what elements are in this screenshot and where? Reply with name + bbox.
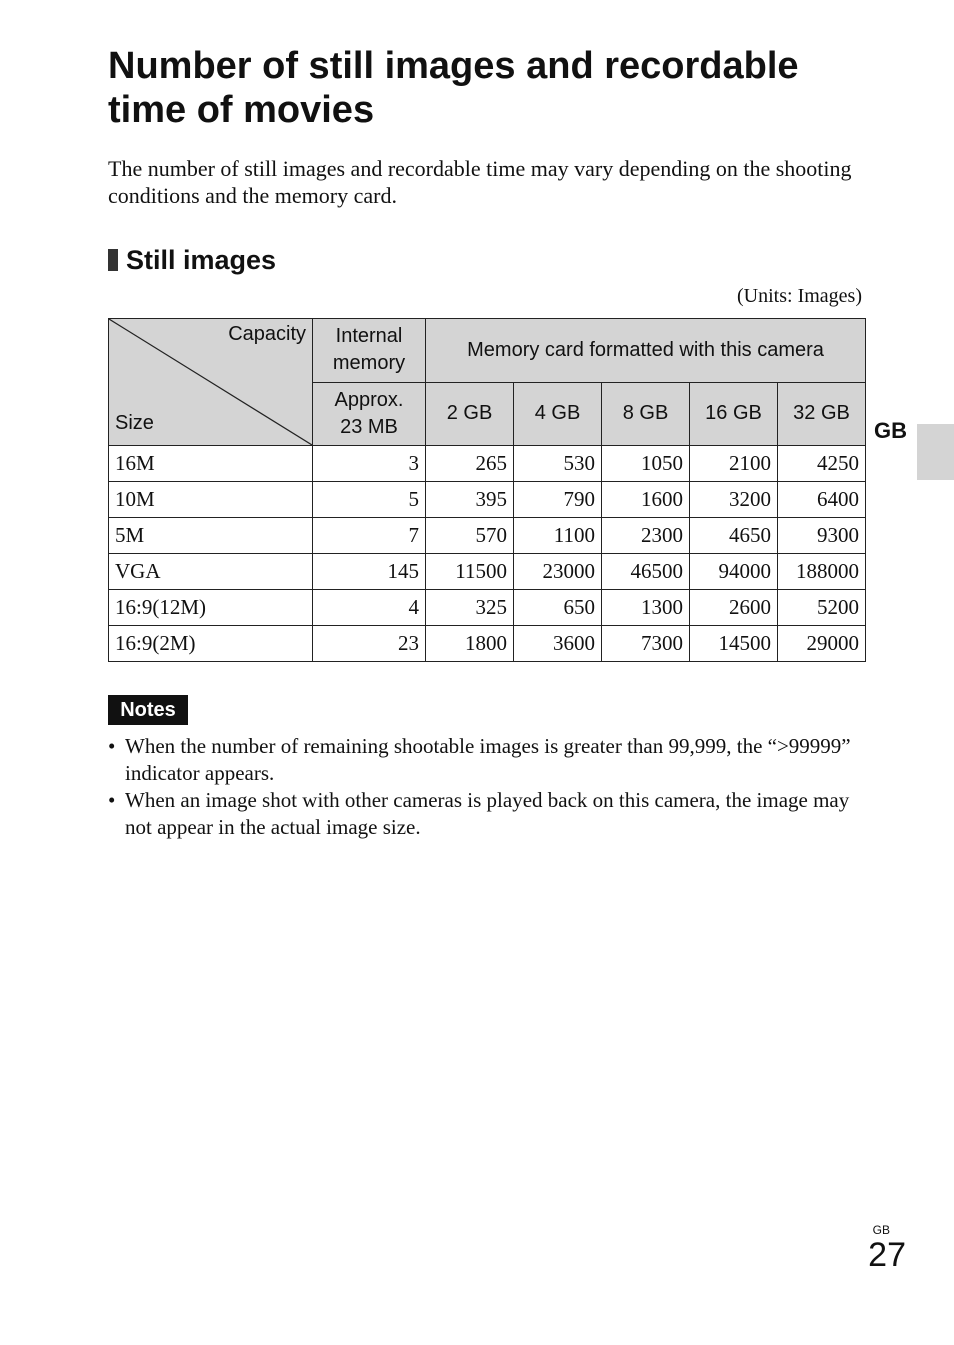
units-note: (Units: Images) xyxy=(737,285,862,307)
table-cell: 790 xyxy=(514,482,602,518)
table-cell: 4250 xyxy=(778,446,866,482)
note-text: When the number of remaining shootable images is greater than 99,999, the “>99999” indicator appears. xyxy=(125,734,851,785)
card-column-header: 2 GB xyxy=(426,382,514,446)
table-cell: 2300 xyxy=(602,518,690,554)
table-cell: 4 xyxy=(313,590,426,626)
list-item xyxy=(108,787,868,841)
page-number: 27 xyxy=(868,1236,906,1274)
language-tab-label: GB xyxy=(874,418,907,443)
row-size-cell: 10M xyxy=(109,482,313,518)
table-row xyxy=(109,590,866,626)
table-row xyxy=(109,626,866,662)
row-size-cell: 5M xyxy=(109,518,313,554)
row-size-cell: 16:9(2M) xyxy=(109,626,313,662)
corner-size-label: Size xyxy=(115,412,154,434)
table-cell: 7 xyxy=(313,518,426,554)
table-cell: 46500 xyxy=(602,554,690,590)
table-cell: 5200 xyxy=(778,590,866,626)
table-cell: 94000 xyxy=(690,554,778,590)
table-cell: 23 xyxy=(313,626,426,662)
card-column-header: 32 GB xyxy=(778,382,866,446)
table-cell: 325 xyxy=(426,590,514,626)
notes-list xyxy=(108,733,868,841)
footer-language: GB xyxy=(872,1223,890,1237)
table-cell: 3200 xyxy=(690,482,778,518)
table-cell: 145 xyxy=(313,554,426,590)
table-cell: 570 xyxy=(426,518,514,554)
table-corner-header xyxy=(109,319,313,446)
table-cell: 7300 xyxy=(602,626,690,662)
internal-capacity-label: Approx. 23 MB xyxy=(334,388,404,438)
table-cell: 23000 xyxy=(514,554,602,590)
table-row xyxy=(109,518,866,554)
table-cell: 5 xyxy=(313,482,426,518)
row-size-cell: VGA xyxy=(109,554,313,590)
table-cell: 29000 xyxy=(778,626,866,662)
table-cell: 2100 xyxy=(690,446,778,482)
notes-badge: Notes xyxy=(108,695,188,725)
memory-card-header: Memory card formatted with this camera xyxy=(426,319,866,383)
table-cell: 3600 xyxy=(514,626,602,662)
table-row xyxy=(109,554,866,590)
card-column-header: 16 GB xyxy=(690,382,778,446)
note-text: When an image shot with other cameras is played back on this camera, the image may not appear in the actual image size. xyxy=(125,788,850,839)
row-size-cell: 16:9(12M) xyxy=(109,590,313,626)
corner-capacity-label: Capacity xyxy=(228,323,306,345)
table-cell: 265 xyxy=(426,446,514,482)
table-cell: 14500 xyxy=(690,626,778,662)
intro-paragraph: The number of still images and recordable time may vary depending on the shooting conditions and the memory card. xyxy=(108,156,852,208)
internal-memory-header xyxy=(313,319,426,383)
list-item xyxy=(108,733,868,787)
internal-capacity-header xyxy=(313,382,426,446)
language-tab-bar xyxy=(917,424,954,480)
table-cell: 188000 xyxy=(778,554,866,590)
section-heading xyxy=(108,242,276,278)
internal-memory-label: Internal memory xyxy=(332,325,406,375)
table-cell: 650 xyxy=(514,590,602,626)
row-size-cell: 16M xyxy=(109,446,313,482)
table-cell: 530 xyxy=(514,446,602,482)
table-cell: 4650 xyxy=(690,518,778,554)
table-cell: 1050 xyxy=(602,446,690,482)
table-cell: 11500 xyxy=(426,554,514,590)
bullet-icon: • xyxy=(108,788,116,812)
table-row xyxy=(109,446,866,482)
section-title: Still images xyxy=(126,244,277,275)
capacity-table xyxy=(108,318,866,662)
table-cell: 1100 xyxy=(514,518,602,554)
table-cell: 1600 xyxy=(602,482,690,518)
table-cell: 1800 xyxy=(426,626,514,662)
page-title: Number of still images and recordable time of movies xyxy=(108,45,799,131)
section-marker-icon xyxy=(108,249,118,271)
table-cell: 9300 xyxy=(778,518,866,554)
table-cell: 3 xyxy=(313,446,426,482)
table-cell: 395 xyxy=(426,482,514,518)
bullet-icon: • xyxy=(108,734,116,758)
card-column-header: 8 GB xyxy=(602,382,690,446)
table-cell: 1300 xyxy=(602,590,690,626)
table-cell: 2600 xyxy=(690,590,778,626)
card-column-header: 4 GB xyxy=(514,382,602,446)
table-cell: 6400 xyxy=(778,482,866,518)
table-row xyxy=(109,482,866,518)
